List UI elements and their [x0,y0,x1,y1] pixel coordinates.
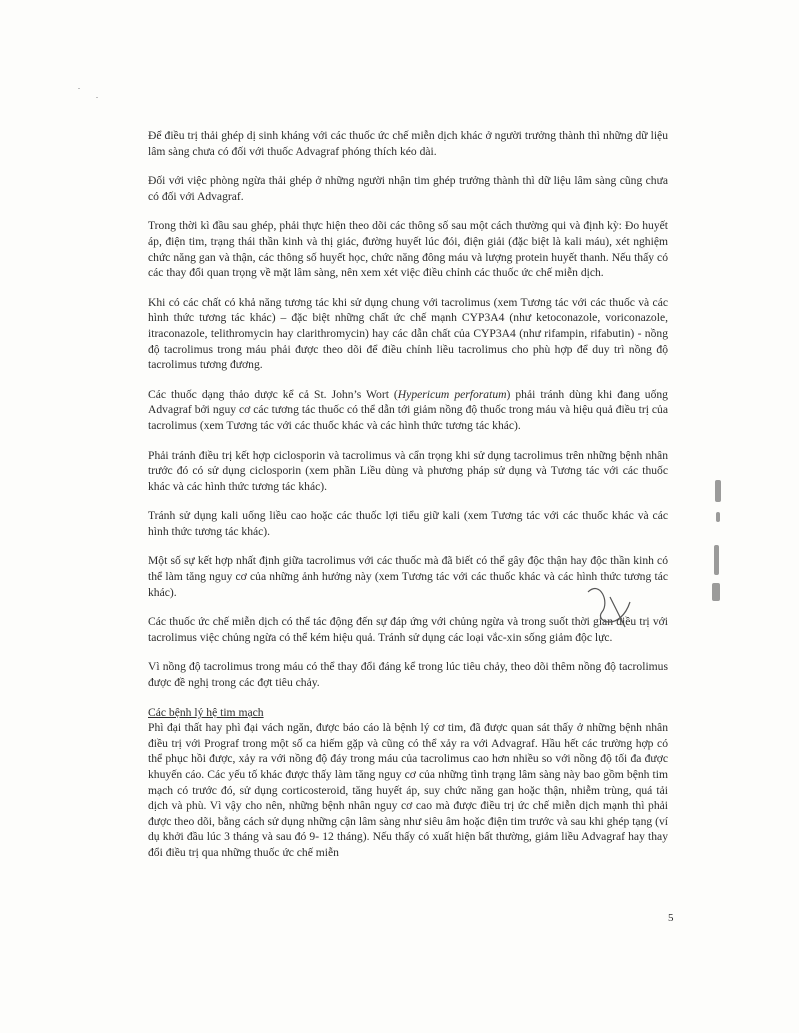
page-number: 5 [668,912,674,924]
section-heading: Các bệnh lý hệ tim mạch [148,705,264,719]
paragraph: Các thuốc ức chế miễn dịch có thể tác động đến sự đáp ứng với chủng ngừa và trong suốt thời gian điều trị với tacrolimus việc chủng ngừa có thể kém hiệu quả. Tránh sử dụng các loại vắc-xin sống giảm độc lực. [148,615,668,644]
cardio-body: Phì đại thất hay phì đại vách ngăn, được báo cáo là bệnh lý cơ tim, đã được quan sát thấy ở những bệnh nhân điều trị với Prograf trong một số ca hiếm gặp và cũng có thể xảy ra với Advagraf. Hầu hết các trường hợp có thể phục hồi được, xảy ra với nồng độ đáy trong máu của tacrolimus cao hơn nhiều so với nồng độ tối đa được khuyến cáo. Các yếu tố khác được thấy làm tăng nguy cơ của những tình trạng lâm sàng này bao gồm bệnh tim mạch có trước đó, sử dụng corticosteroid, tăng huyết áp, suy chức năng gan hoặc thận, nhiễm trùng, quá tải dịch và phù. Vì vậy cho nên, những bệnh nhân nguy cơ cao mà được điều trị ức chế miễn dịch mạnh thì phải được theo dõi, bằng cách sử dụng những cận lâm sàng như siêu âm hoặc điện tim trước và sau khi ghép tạng (ví dụ khởi đầu lúc 3 tháng và sau đó 9- 12 tháng). Nếu thấy có xuất hiện bất thường, giảm liều Advagraf hay thay đổi điều trị qua những thuốc ức chế miễn [148,721,668,859]
cardio-section [148,705,668,861]
paragraph: Trong thời kì đầu sau ghép, phải thực hiện theo dõi các thông số sau một cách thường qui và định kỳ: Đo huyết áp, điện tim, trạng thái thần kinh và thị giác, đường huyết lúc đói, điện giải (đặc biệt là kali máu), xét nghiệm chức năng gan và thận, các thông số huyết học, chức năng đông máu và lượng protein huyết thanh. Nếu thấy có các thay đổi quan trọng về mặt lâm sàng, nên xem xét việc điều chỉnh các thuốc ức chế miễn dịch. [148,219,668,280]
herbal-text-after: ) phải tránh dùng khi đang uống Advagraf bởi nguy cơ các tương tác thuốc có thể dẫn tới giảm nồng độ thuốc trong máu và hiệu quả điều trị của tacrolimus (xem Tương tác với các thuốc khác và các hình thức tương tác khác). [148,387,668,432]
paragraph: Phải tránh điều trị kết hợp ciclosporin và tacrolimus và cẩn trọng khi sử dụng tacrolimus trên những bệnh nhân trước đó có sử dụng ciclosporin (xem phần Liều dùng và phương pháp sử dụng và Tương tác với các thuốc khác và các hình thức tương tác khác). [148,448,668,493]
paragraph: Vì nồng độ tacrolimus trong máu có thể thay đổi đáng kể trong lúc tiêu chảy, theo dõi thêm nồng độ tacrolimus được đề nghị trong các đợt tiêu chảy. [148,660,668,690]
paragraph: Tránh sử dụng kali uống liều cao hoặc các thuốc lợi tiểu giữ kali (xem Tương tác với các thuốc khác và các hình thức tương tác khác). [148,509,668,538]
margin-stamp-mark [716,512,720,522]
body-text [148,128,668,861]
paragraph: Một số sự kết hợp nhất định giữa tacrolimus với các thuốc mà đã biết có thể gây độc thận hay độc thần kinh có thể làm tăng nguy cơ của những ảnh hưởng này (xem Tương tác với các thuốc khác và các hình thức tương tác khác). [148,554,668,599]
herbal-text-before: Các thuốc dạng thảo dược kể cả St. John’s Wort ( [148,387,398,401]
margin-stamp-mark [715,480,721,502]
scan-speck [96,97,98,98]
margin-stamp-mark [714,545,719,575]
paragraph: Để điều trị thải ghép dị sinh kháng với các thuốc ức chế miễn dịch khác ở người trưởng thành thì những dữ liệu lâm sàng chưa có đối với thuốc Advagraf phóng thích kéo dài. [148,129,668,158]
margin-stamp-mark [712,583,720,601]
paragraph: Khi có các chất có khả năng tương tác khi sử dụng chung với tacrolimus (xem Tương tác với các thuốc và các hình thức tương tác khác) – đặc biệt những chất ức chế mạnh CYP3A4 (như ketoconazole, voriconazole, itraconazole, telithromycin hay clarithromycin) hay các dẫn chất của CYP3A4 (như rifampin, rifabutin) - nồng độ tacrolimus trong máu phải được theo dõi để điều chỉnh liều tacrolimus cho phù hợp để duy trì nồng độ tacrolimus tương đương. [148,295,668,372]
herbal-latin-name: Hypericum perforatum [397,387,507,401]
scan-speck [78,88,80,89]
paragraph: Đối với việc phòng ngừa thải ghép ở những người nhận tim ghép trưởng thành thì dữ liệu lâm sàng cũng chưa có đối với Advagraf. [148,174,668,203]
pen-scribble-icon [580,572,650,642]
herbal-paragraph [148,387,668,434]
